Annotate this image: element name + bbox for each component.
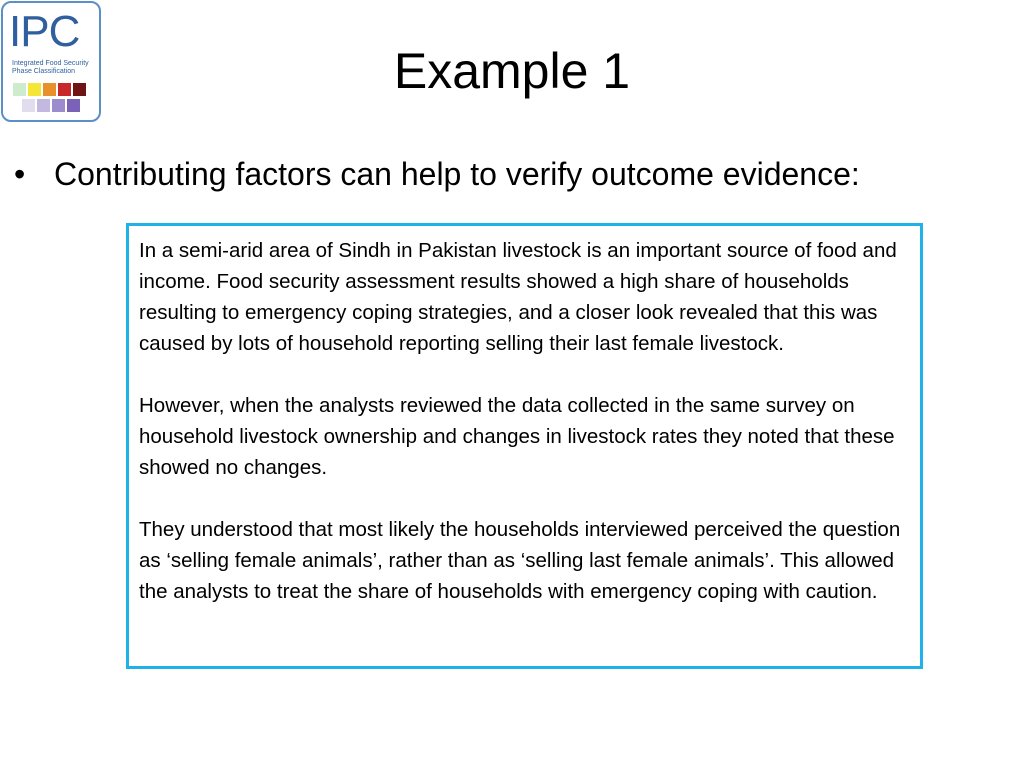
bullet-symbol: •: [14, 156, 26, 192]
bullet-item: [14, 152, 860, 196]
ipc-logo-subtitle-line-2: Phase Classification: [12, 68, 76, 75]
example-text-box: [126, 223, 923, 669]
ipc-logo-subtitle-line-1: Integrated Food Security: [12, 60, 89, 67]
example-paragraph-3: They understood that most likely the households interviewed perceived the question as ‘selling female animals’, rather than as ‘selling last female animals’. This allowed the analysts to treat the share of households with emergency coping with caution.: [139, 518, 901, 603]
bullet-text: Contributing factors can help to verify outcome evidence:: [54, 156, 860, 192]
example-paragraph-2: However, when the analysts reviewed the data collected in the same survey on household livestock ownership and changes in livestock rates they noted that these showed no changes.: [139, 394, 895, 479]
ipc-logo-letters: IPC: [9, 7, 80, 56]
slide-title: Example 1: [393, 43, 631, 99]
example-paragraph-1: In a semi-arid area of Sindh in Pakistan livestock is an important source of food and income. Food security assessment results showed a high share of households resulting to emergency coping strategies, and a closer look revealed that this was caused by lots of household reporting selling their last female livestock.: [139, 239, 897, 355]
